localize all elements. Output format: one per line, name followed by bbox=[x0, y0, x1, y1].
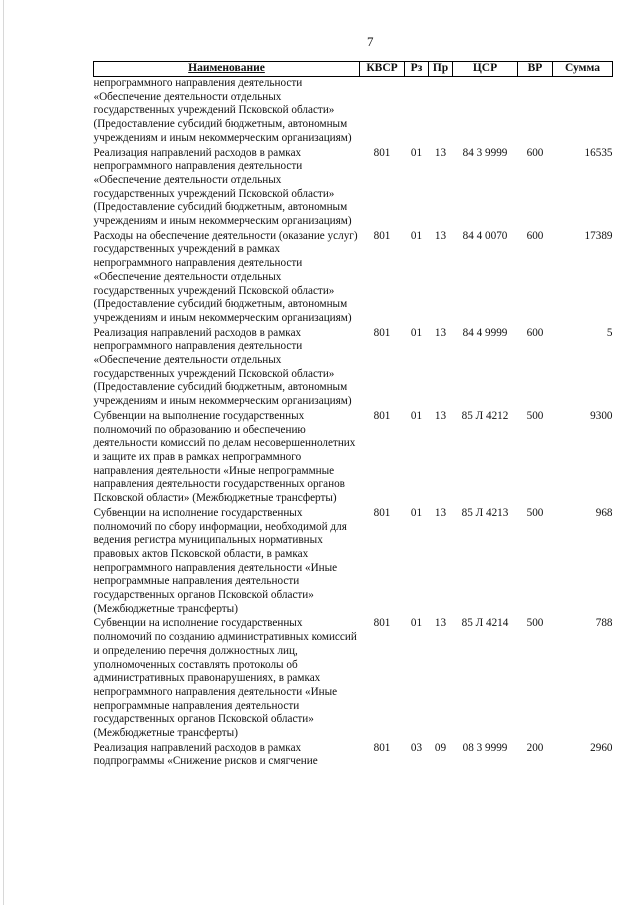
table-row bbox=[94, 327, 613, 410]
row-name: Субвенции на исполнение государственных полномочий по созданию административных комиссий и определению перечня должностных лиц, уполномоченных составлять протоколы об административных правонарушениях, в рамках непрограммного направления деятельности «Иные непрограммные направления деятельности государственных органов Псковской области» (Межбюджетные трансферты) bbox=[93, 617, 357, 740]
row-sum: 968 bbox=[595, 506, 613, 519]
row-csr: 84 4 9999 bbox=[462, 326, 508, 339]
budget-table bbox=[93, 61, 613, 770]
row-pr: 09 bbox=[434, 741, 447, 754]
row-sum: 5 bbox=[606, 326, 613, 339]
row-vr: 600 bbox=[526, 229, 544, 242]
table-row bbox=[94, 742, 613, 770]
row-rz: 01 bbox=[410, 146, 423, 159]
row-vr: 200 bbox=[526, 741, 544, 754]
row-name: непрограммного направления деятельности «Обеспечение деятельности отдельных государственных учреждений Псковской области» (Предоставление субсидий бюджетным, автономным учреждениям и иным некоммерческим организациям) bbox=[93, 77, 352, 144]
row-pr bbox=[429, 77, 453, 147]
row-rz: 03 bbox=[410, 741, 423, 754]
row-csr bbox=[453, 77, 518, 147]
row-name: Субвенции на исполнение государственных полномочий по сбору информации, необходимой для ведения регистра муниципальных нормативных правовых актов Псковской области, в рамках непрограммного направления деятельности «Иные непрограммные направления деятельности государственных органов Псковской области» (Межбюджетные трансферты) bbox=[93, 506, 347, 615]
row-pr: 13 bbox=[434, 409, 447, 422]
row-name: Субвенции на выполнение государственных полномочий по образованию и обеспечению деятельности комиссий по делам несовершеннолетних и защите их прав в рамках непрограммного направления деятельности «Иные непрограммные направления деятельности государственных органов Псковской области» (Межбюджетные трансферты) bbox=[93, 409, 356, 505]
table-header-row bbox=[94, 62, 613, 77]
row-pr: 13 bbox=[434, 229, 447, 242]
row-rz: 01 bbox=[410, 409, 423, 422]
row-kvsr bbox=[360, 77, 405, 147]
row-csr: 85 Л 4212 bbox=[461, 409, 509, 422]
row-sum: 16535 bbox=[584, 146, 613, 159]
table-row bbox=[94, 410, 613, 507]
row-sum: 9300 bbox=[590, 409, 613, 422]
scan-edge-line bbox=[3, 0, 4, 905]
row-name: Реализация направлений расходов в рамках непрограммного направления деятельности «Обеспечение деятельности отдельных государственных учреждений Псковской области» (Предоставление субсидий бюджетным, автономным учреждениям и иным некоммерческим организациям) bbox=[93, 146, 352, 228]
row-rz: 01 bbox=[410, 506, 423, 519]
row-vr: 600 bbox=[526, 326, 544, 339]
row-kvsr: 801 bbox=[373, 229, 391, 242]
header-kvsr: КВСР bbox=[360, 62, 405, 77]
row-pr: 13 bbox=[434, 146, 447, 159]
row-csr: 84 3 9999 bbox=[462, 146, 508, 159]
header-name: Наименование bbox=[94, 62, 360, 77]
row-pr: 13 bbox=[434, 326, 447, 339]
row-rz: 01 bbox=[410, 617, 423, 630]
row-csr: 85 Л 4213 bbox=[461, 506, 509, 519]
row-csr: 84 4 0070 bbox=[462, 229, 508, 242]
row-sum: 2960 bbox=[590, 741, 613, 754]
table-row bbox=[94, 617, 613, 741]
header-rz: Рз bbox=[405, 62, 429, 77]
row-name: Реализация направлений расходов в рамках подпрограммы «Снижение рисков и смягчение bbox=[93, 741, 318, 768]
row-rz: 01 bbox=[410, 229, 423, 242]
page-number: 7 bbox=[367, 34, 374, 49]
header-pr: Пр bbox=[429, 62, 453, 77]
header-csr: ЦСР bbox=[453, 62, 518, 77]
row-csr: 85 Л 4214 bbox=[461, 617, 509, 630]
table-row bbox=[94, 507, 613, 618]
table-row bbox=[94, 147, 613, 230]
header-sum: Сумма bbox=[553, 62, 613, 77]
row-sum: 788 bbox=[595, 617, 613, 630]
row-vr: 500 bbox=[526, 617, 544, 630]
row-pr: 13 bbox=[434, 617, 447, 630]
row-csr: 08 3 9999 bbox=[462, 741, 508, 754]
row-rz bbox=[405, 77, 429, 147]
row-kvsr: 801 bbox=[373, 146, 391, 159]
row-sum bbox=[553, 77, 613, 147]
row-vr bbox=[518, 77, 553, 147]
row-kvsr: 801 bbox=[373, 326, 391, 339]
row-name: Расходы на обеспечение деятельности (оказание услуг) государственных учреждений в рамках непрограммного направления деятельности «Обеспечение деятельности отдельных государственных учреждений Псковской области» (Предоставление субсидий бюджетным, автономным учреждениям и иным некоммерческим организациям) bbox=[93, 229, 358, 324]
row-pr: 13 bbox=[434, 506, 447, 519]
row-vr: 600 bbox=[526, 146, 544, 159]
table-row bbox=[94, 77, 613, 147]
row-sum: 17389 bbox=[584, 229, 613, 242]
row-kvsr: 801 bbox=[373, 741, 391, 754]
row-vr: 500 bbox=[526, 409, 544, 422]
row-kvsr: 801 bbox=[373, 506, 391, 519]
row-name: Реализация направлений расходов в рамках непрограммного направления деятельности «Обеспечение деятельности отдельных государственных учреждений Псковской области» (Предоставление субсидий бюджетным, автономным учреждениям и иным некоммерческим организациям) bbox=[93, 326, 352, 408]
row-vr: 500 bbox=[526, 506, 544, 519]
header-vr: ВР bbox=[518, 62, 553, 77]
table-row bbox=[94, 230, 613, 327]
row-kvsr: 801 bbox=[373, 409, 391, 422]
row-kvsr: 801 bbox=[373, 617, 391, 630]
row-rz: 01 bbox=[410, 326, 423, 339]
